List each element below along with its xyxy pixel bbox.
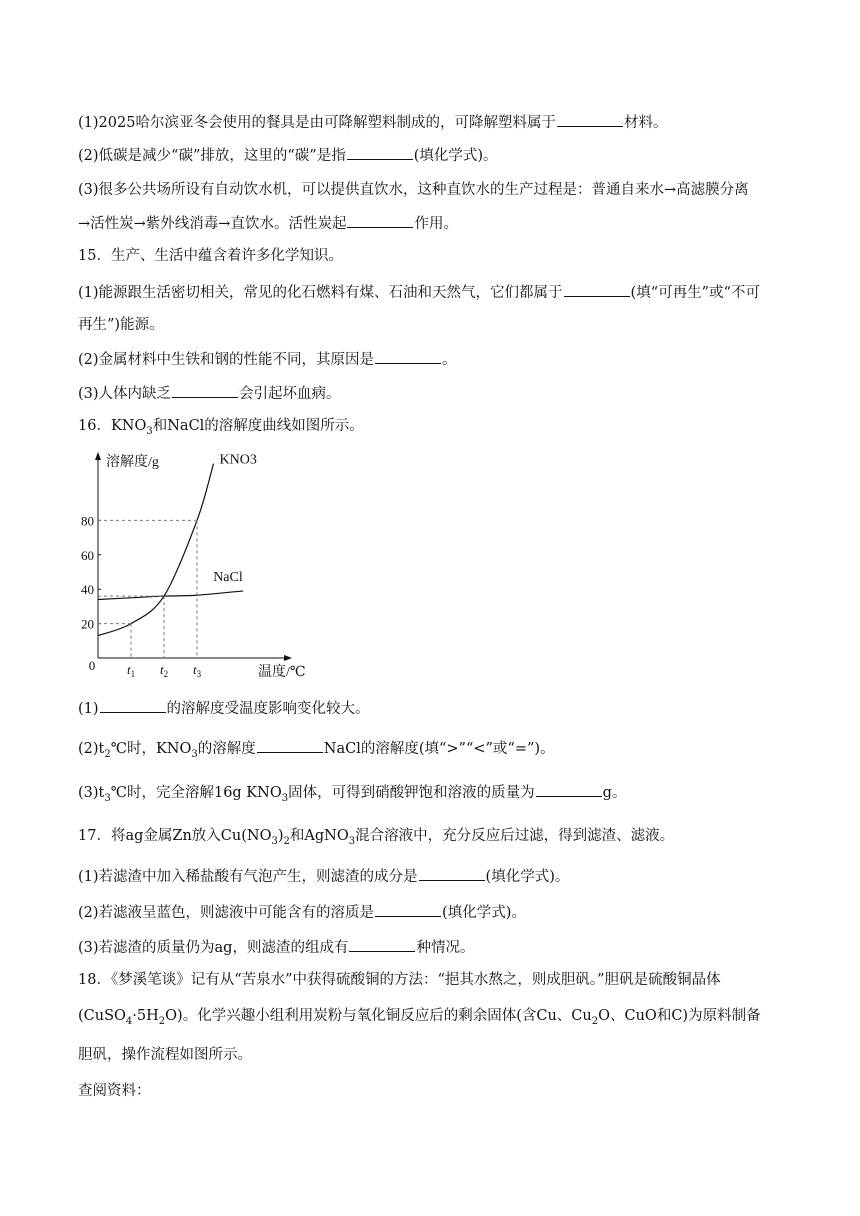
q15-item2: (2)金属材料中生铁和钢的性能不同，其原因是 。 bbox=[78, 349, 457, 370]
q18-line3: 胆矾，操作流程如图所示。 bbox=[78, 1047, 252, 1063]
y-axis-label: 溶解度/g bbox=[106, 455, 159, 470]
q15-title: 15．生产、生活中蕴含着许多化学知识。 bbox=[78, 248, 343, 264]
q14-item1: (1)2025哈尔滨亚冬会使用的餐具是由可降解塑料制成的，可降解塑料属于 材料。 bbox=[78, 112, 667, 133]
x-axis-arrow bbox=[284, 655, 292, 661]
answer-blank[interactable] bbox=[375, 349, 441, 364]
q16-item3: $(3)t_3℃$时，完全溶解16g $KNO_3$固体，可得到硝酸钾饱和溶液的质量为 g。 bbox=[78, 782, 626, 809]
q15-item1-line2: 再生”)能源。 bbox=[78, 317, 164, 333]
answer-blank[interactable] bbox=[100, 698, 166, 713]
answer-blank[interactable] bbox=[536, 782, 602, 797]
q17-item3: (3)若滤渣的质量仍为ag，则滤渣的组成有 种情况。 bbox=[78, 937, 474, 958]
y-axis-arrow bbox=[95, 452, 101, 460]
curve-nacl bbox=[98, 591, 243, 600]
q18-line1: 18．《梦溪笔谈》记有从“苦泉水”中获得硫酸铜的方法：“挹其水熬之，则成胆矾。”胆矾是硫酸铜晶体 bbox=[78, 972, 721, 988]
answer-blank[interactable] bbox=[564, 282, 630, 297]
answer-blank[interactable] bbox=[419, 866, 485, 881]
x-tick-label: $t_3$ bbox=[192, 662, 202, 679]
origin-label: 0 bbox=[88, 658, 96, 673]
solubility-chart bbox=[70, 448, 330, 688]
q14-item2: (2)低碳是减少“碳”排放，这里的“碳”是指 (填化学式)。 bbox=[78, 145, 498, 166]
series-label: NaCl bbox=[213, 569, 243, 585]
q16-item1: (1) 的溶解度受温度影响变化较大。 bbox=[78, 698, 370, 719]
answer-blank[interactable] bbox=[257, 738, 323, 753]
q16-title: 16．$KNO_3$和NaCl的溶解度曲线如图所示。 bbox=[78, 418, 364, 437]
y-tick-label: 60 bbox=[81, 547, 94, 563]
q14-item3-line2: →活性炭→紫外线消毒→直饮水。活性炭起 作用。 bbox=[78, 213, 458, 234]
answer-blank[interactable] bbox=[375, 902, 441, 917]
answer-blank[interactable] bbox=[347, 145, 413, 160]
q14-item3-line1: (3)很多公共场所设有自动饮水机，可以提供直饮水，这种直饮水的生产过程是：普通自来水→高滤膜分离 bbox=[78, 182, 749, 198]
x-tick-label: $t_1$ bbox=[126, 662, 136, 679]
curve-kno3 bbox=[98, 464, 214, 636]
q17-item2: (2)若滤液呈蓝色，则滤液中可能含有的溶质是 (填化学式)。 bbox=[78, 902, 526, 923]
x-axis-label: 温度/℃ bbox=[258, 665, 306, 680]
q17-item1: (1)若滤渣中加入稀盐酸有气泡产生，则滤渣的成分是 (填化学式)。 bbox=[78, 866, 569, 887]
q15-item3: (3)人体内缺乏 会引起坏血病。 bbox=[78, 383, 341, 404]
q16-item2: $(2)t_2℃$时，$KNO_3$的溶解度 NaCl的溶解度(填“>”“<”或“=”)。 bbox=[78, 738, 555, 765]
y-tick-label: 20 bbox=[81, 616, 94, 632]
q15-item1-line1: (1)能源跟生活密切相关，常见的化石燃料有煤、石油和天然气，它们都属于 (填“可再生”或“不可 bbox=[78, 282, 760, 303]
q17-title: 17．将ag金属Zn放入$Cu(NO_3)_2$和AgNO$_3$混合溶液中，充分反应后过滤，得到滤渣、滤液。 bbox=[78, 828, 675, 847]
answer-blank[interactable] bbox=[349, 937, 415, 952]
answer-blank[interactable] bbox=[557, 112, 623, 127]
q18-line4: 查阅资料： bbox=[78, 1083, 151, 1099]
series-label: KNO3 bbox=[219, 452, 257, 468]
y-tick-label: 40 bbox=[81, 582, 94, 598]
answer-blank[interactable] bbox=[347, 213, 413, 228]
answer-blank[interactable] bbox=[172, 383, 238, 398]
x-tick-label: $t_2$ bbox=[159, 662, 169, 679]
q18-line2: $(CuSO_4\cdot 5H_2O)$。化学兴趣小组利用炭粉与氧化铜反应后的剩余固体(含Cu、$Cu_2O$、CuO和C)为原料制备 bbox=[78, 1008, 761, 1027]
y-tick-label: 80 bbox=[81, 513, 94, 529]
